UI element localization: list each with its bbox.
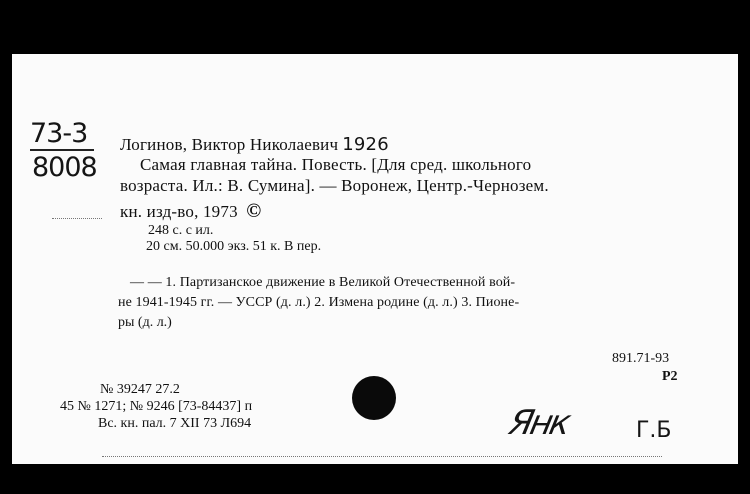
handwritten-birth-year: 1926 [342,134,389,155]
publisher-text: кн. изд-во, 1973 [120,202,238,221]
scan-smudge [52,218,102,219]
handwritten-signature: Янк [505,403,572,443]
call-number-divider [30,149,94,151]
title-line-1: Самая главная тайна. Повесть. [Для сред. школьного [140,155,532,174]
scan-dotted-line [102,456,662,457]
handwritten-initials: Г.Б [636,418,672,443]
author-heading [120,136,389,154]
subjects-line-2: не 1941-1945 гг. — УССР (д. л.) 2. Измена родине (д. л.) 3. Пионе- [118,295,520,310]
title-line-2: возраста. Ил.: В. Сумина]. — Воронеж, Центр.-Чернозем. [120,176,549,195]
pages-line: 248 с. с ил. [148,223,214,238]
copyright-mark: © [246,200,262,222]
classification-number: 891.71-93 [612,351,670,366]
format-line: 20 см. 50.000 экз. 51 к. В пер. [146,239,322,254]
registration-line-2: 45 № 1271; № 9246 [73-84437] п [60,399,253,414]
registration-line-1: № 39247 27.2 [100,382,180,397]
handwritten-call-number-top: 73-3 [30,118,88,149]
publisher-line [120,201,261,221]
registration-line-3: Вс. кн. пал. 7 XII 73 Л694 [98,416,252,431]
ink-blot-hole [352,376,396,420]
catalog-card [12,54,738,464]
subjects-line-1: — — 1. Партизанское движение в Великой Отечественной вой- [130,275,516,290]
author-mark: Р2 [662,369,678,384]
subjects-line-3: ры (д. л.) [118,315,172,330]
handwritten-call-number-bottom: 8008 [32,152,97,183]
author-name: Логинов, Виктор Николаевич [120,135,339,154]
